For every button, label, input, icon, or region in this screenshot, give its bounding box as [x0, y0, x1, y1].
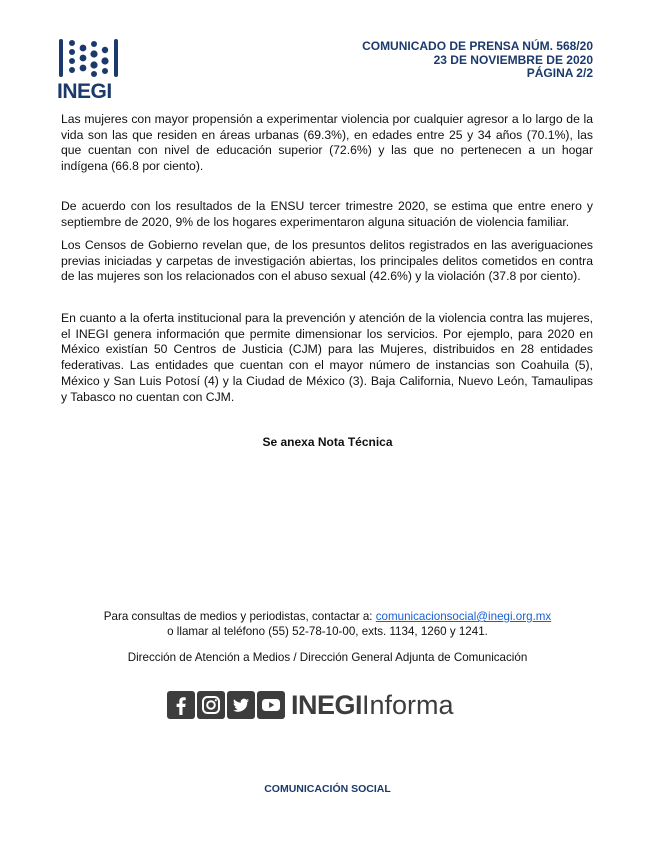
contact-direction: Dirección de Atención a Medios / Dirección General Adjunta de Comunicación: [127, 651, 528, 664]
social-bar: [167, 690, 454, 720]
release-number: COMUNICADO DE PRENSA NÚM. 568/20: [362, 39, 593, 53]
instagram-icon[interactable]: [197, 691, 225, 719]
paragraph-3: Los Censos de Gobierno revelan que, de los presuntos delitos registrados en las averiguaciones previas iniciadas y carpetas de investigación abiertas, los principales delitos cometidos en contra de las mujeres son los relacionados con el abuso sexual (42.6%) y la violación (37.8 por ciento).: [61, 238, 593, 284]
inegi-dots-icon: [57, 38, 121, 80]
contact-prefix: Para consultas de medios y periodistas, contactar a:: [103, 610, 376, 623]
paragraph-4: En cuanto a la oferta institucional para la prevención y atención de la violencia contra las mujeres, el INEGI genera información que permite dimensionar los servicios. Por ejemplo, para 2020 en México existían 50 Centros de Justicia (CJM) para las Mujeres, distribuidos en 28 entidades federativas. Las entidades que cuentan con el mayor número de instancias son Coahuila (5), México y San Luis Potosí (4) y la Ciudad de México (3). Baja California, Nuevo León, Tamaulipas y Tabasco no cuentan con CJM.: [61, 311, 593, 404]
inegi-informa-brand: [291, 690, 454, 720]
contact-email-link[interactable]: comunicacionsocial@inegi.org.mx: [375, 610, 552, 623]
press-release-header: [362, 40, 593, 81]
twitter-icon[interactable]: [227, 691, 255, 719]
brand-bold: INEGI: [291, 690, 363, 720]
paragraph-1: Las mujeres con mayor propensión a experimentar violencia por cualquier agresor a lo largo de la vida son las que residen en áreas urbanas (69.3%), en edades entre 25 y 34 años (70.1%), las que cuentan con nivel de educación superior (72.6%) y las que no pertenecen a un hogar indígena (66.8 por ciento).: [61, 112, 593, 174]
page-number: PÁGINA 2/2: [526, 66, 593, 81]
contact-line: [0, 609, 655, 624]
release-date: 23 DE NOVIEMBRE DE 2020: [433, 52, 593, 67]
contact-phone: o llamar al teléfono (55) 52-78-10-00, exts. 1134, 1260 y 1241.: [167, 625, 488, 638]
footer-department: COMUNICACIÓN SOCIAL: [264, 783, 391, 795]
paragraph-2: De acuerdo con los resultados de la ENSU tercer trimestre 2020, se estima que entre enero y septiembre de 2020, 9% de los hogares experimentaron alguna situación de violencia familiar.: [61, 199, 593, 229]
inegi-logo-text: INEGI: [57, 80, 112, 103]
brand-light: Informa: [362, 690, 454, 720]
inegi-logo: [57, 38, 121, 104]
annex-note: Se anexa Nota Técnica: [262, 435, 393, 449]
youtube-icon[interactable]: [257, 691, 285, 719]
facebook-icon[interactable]: [167, 691, 195, 719]
